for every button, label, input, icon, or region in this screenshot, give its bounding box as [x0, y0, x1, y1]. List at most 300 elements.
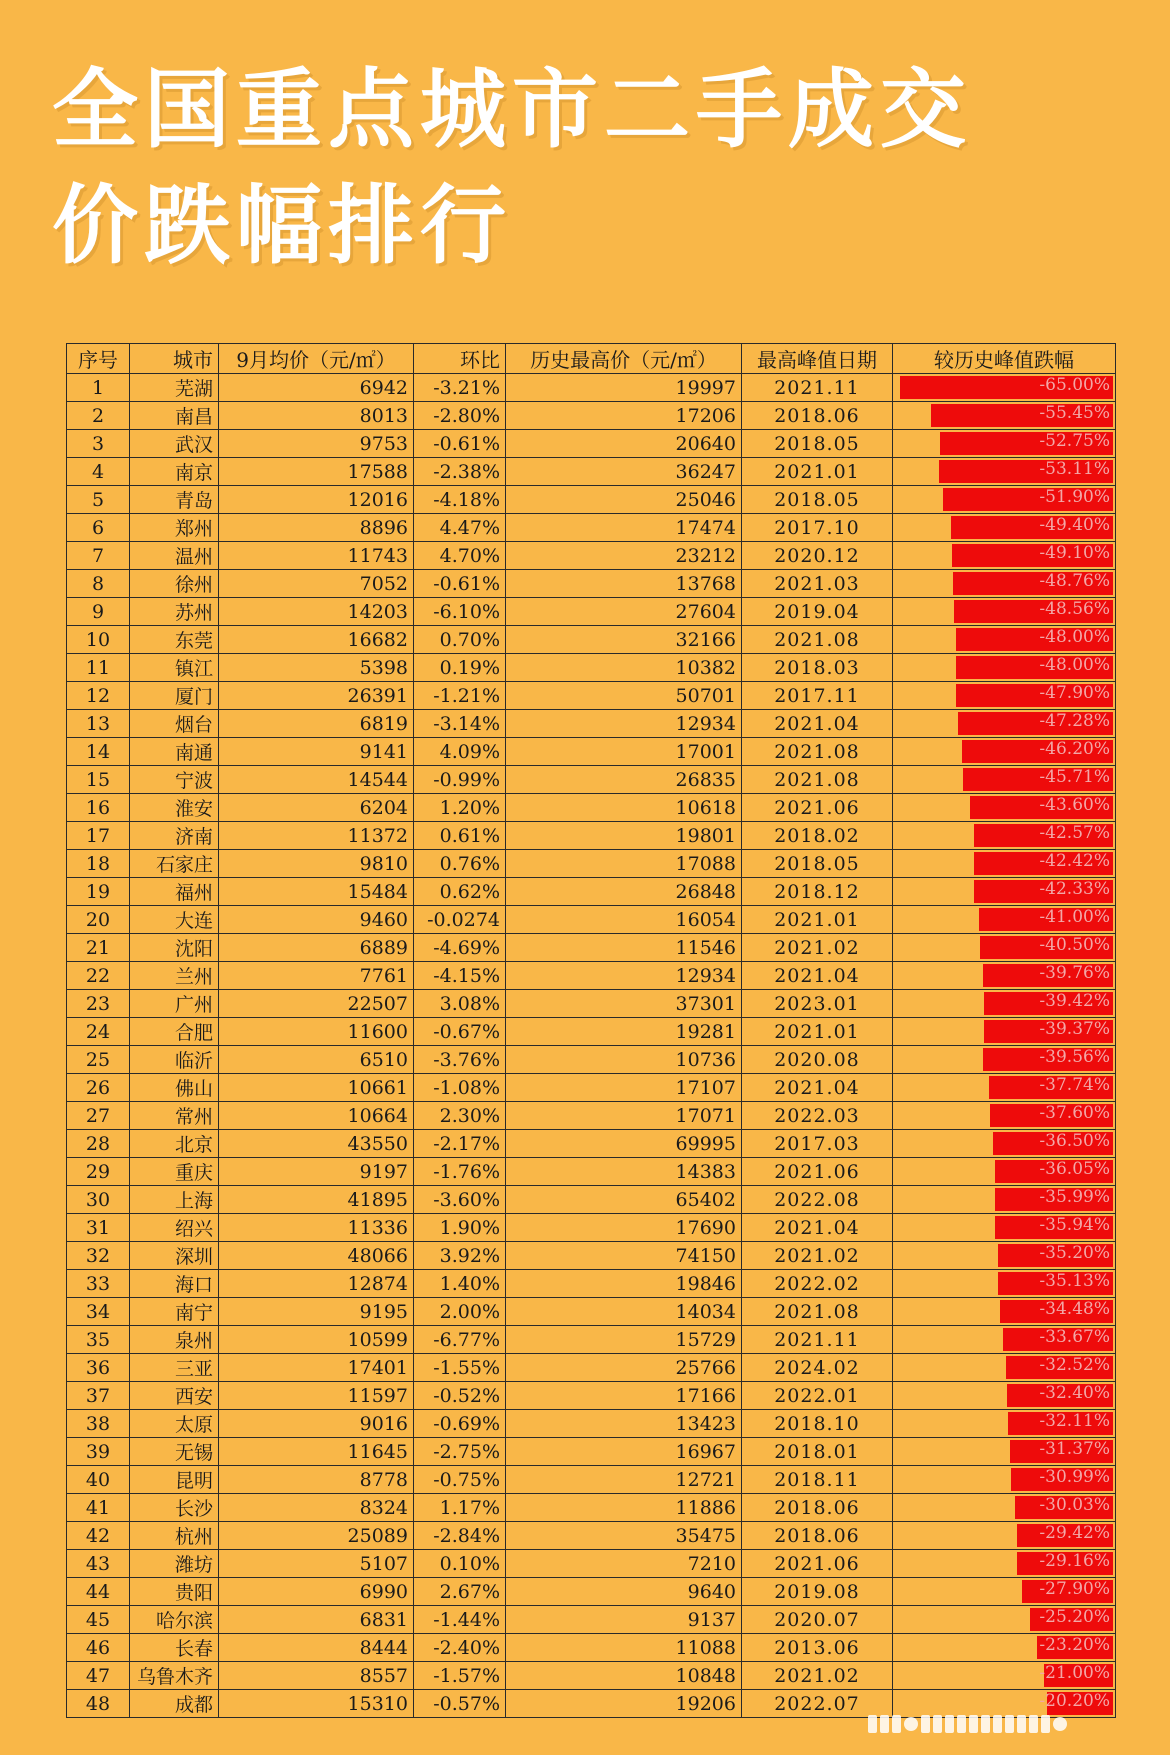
drop-label: -48.00%	[1039, 655, 1110, 675]
drop-label: -20.20%	[1039, 1691, 1110, 1711]
row-mom: -1.44%	[414, 1606, 506, 1634]
row-city: 杭州	[130, 1522, 219, 1550]
header-row	[67, 344, 1116, 374]
row-index: 10	[67, 626, 130, 654]
row-drop	[893, 710, 1116, 738]
row-drop	[893, 1298, 1116, 1326]
row-historic-high: 19281	[506, 1018, 742, 1046]
row-city: 东莞	[130, 626, 219, 654]
row-mom: -1.76%	[414, 1158, 506, 1186]
row-peak-date: 2021.02	[742, 1662, 893, 1690]
header-peak-date: 最高峰值日期	[742, 344, 893, 374]
row-avg-price: 11600	[219, 1018, 414, 1046]
row-mom: -4.69%	[414, 934, 506, 962]
row-historic-high: 16054	[506, 906, 742, 934]
row-mom: -3.21%	[414, 374, 506, 402]
row-mom: -1.21%	[414, 682, 506, 710]
row-historic-high: 11886	[506, 1494, 742, 1522]
row-index: 32	[67, 1242, 130, 1270]
row-historic-high: 11546	[506, 934, 742, 962]
row-city: 烟台	[130, 710, 219, 738]
row-historic-high: 10618	[506, 794, 742, 822]
row-peak-date: 2021.01	[742, 458, 893, 486]
row-index: 45	[67, 1606, 130, 1634]
row-peak-date: 2018.11	[742, 1466, 893, 1494]
row-peak-date: 2019.04	[742, 598, 893, 626]
row-city: 长春	[130, 1634, 219, 1662]
row-drop	[893, 1550, 1116, 1578]
row-drop	[893, 402, 1116, 430]
drop-label: -39.76%	[1039, 963, 1110, 983]
row-mom: -0.52%	[414, 1382, 506, 1410]
row-drop	[893, 1522, 1116, 1550]
drop-label: -65.00%	[1039, 375, 1110, 395]
row-avg-price: 22507	[219, 990, 414, 1018]
row-avg-price: 14544	[219, 766, 414, 794]
row-drop	[893, 1158, 1116, 1186]
row-historic-high: 9137	[506, 1606, 742, 1634]
row-drop	[893, 1662, 1116, 1690]
row-index: 35	[67, 1326, 130, 1354]
row-city: 兰州	[130, 962, 219, 990]
row-mom: -6.10%	[414, 598, 506, 626]
drop-label: -48.56%	[1039, 599, 1110, 619]
row-peak-date: 2021.11	[742, 1326, 893, 1354]
row-city: 郑州	[130, 514, 219, 542]
row-avg-price: 8444	[219, 1634, 414, 1662]
row-historic-high: 36247	[506, 458, 742, 486]
row-avg-price: 8896	[219, 514, 414, 542]
row-peak-date: 2021.01	[742, 1018, 893, 1046]
row-historic-high: 17474	[506, 514, 742, 542]
row-peak-date: 2018.06	[742, 1494, 893, 1522]
row-city: 长沙	[130, 1494, 219, 1522]
drop-label: -37.74%	[1039, 1075, 1110, 1095]
row-city: 南通	[130, 738, 219, 766]
table-row	[67, 570, 1116, 598]
row-mom: 1.17%	[414, 1494, 506, 1522]
row-mom: -2.75%	[414, 1438, 506, 1466]
row-index: 7	[67, 542, 130, 570]
row-mom: -0.0274	[414, 906, 506, 934]
table-row	[67, 486, 1116, 514]
table-row	[67, 1046, 1116, 1074]
row-peak-date: 2018.06	[742, 402, 893, 430]
table-row	[67, 850, 1116, 878]
row-peak-date: 2021.02	[742, 934, 893, 962]
row-mom: -0.69%	[414, 1410, 506, 1438]
row-city: 北京	[130, 1130, 219, 1158]
row-drop	[893, 850, 1116, 878]
row-drop	[893, 570, 1116, 598]
row-avg-price: 6819	[219, 710, 414, 738]
drop-label: -33.67%	[1039, 1327, 1110, 1347]
row-historic-high: 25046	[506, 486, 742, 514]
row-mom: 0.62%	[414, 878, 506, 906]
row-historic-high: 10736	[506, 1046, 742, 1074]
row-city: 石家庄	[130, 850, 219, 878]
row-drop	[893, 1438, 1116, 1466]
row-peak-date: 2021.06	[742, 1550, 893, 1578]
table-row	[67, 682, 1116, 710]
drop-label: -48.76%	[1039, 571, 1110, 591]
row-mom: -0.61%	[414, 430, 506, 458]
header-historic-high: 历史最高价（元/㎡）	[506, 344, 742, 374]
table-row	[67, 1662, 1116, 1690]
drop-label: -29.42%	[1039, 1523, 1110, 1543]
table-row	[67, 1438, 1116, 1466]
row-drop	[893, 934, 1116, 962]
row-avg-price: 9195	[219, 1298, 414, 1326]
row-peak-date: 2021.02	[742, 1242, 893, 1270]
row-avg-price: 17401	[219, 1354, 414, 1382]
drop-label: -55.45%	[1039, 403, 1110, 423]
row-historic-high: 19997	[506, 374, 742, 402]
row-avg-price: 6204	[219, 794, 414, 822]
row-avg-price: 9141	[219, 738, 414, 766]
table-row	[67, 1522, 1116, 1550]
row-avg-price: 6831	[219, 1606, 414, 1634]
row-index: 39	[67, 1438, 130, 1466]
page-title	[52, 52, 1122, 284]
row-drop	[893, 1074, 1116, 1102]
row-city: 徐州	[130, 570, 219, 598]
row-peak-date: 2021.04	[742, 710, 893, 738]
row-peak-date: 2018.05	[742, 486, 893, 514]
table-row	[67, 822, 1116, 850]
row-drop	[893, 1046, 1116, 1074]
row-peak-date: 2021.08	[742, 1298, 893, 1326]
row-historic-high: 32166	[506, 626, 742, 654]
row-mom: -1.08%	[414, 1074, 506, 1102]
drop-label: -36.50%	[1039, 1131, 1110, 1151]
drop-label: -21.00%	[1039, 1663, 1110, 1683]
row-city: 南昌	[130, 402, 219, 430]
row-mom: 1.90%	[414, 1214, 506, 1242]
table-row	[67, 1186, 1116, 1214]
drop-label: -53.11%	[1039, 459, 1110, 479]
row-drop	[893, 1018, 1116, 1046]
drop-label: -25.20%	[1039, 1607, 1110, 1627]
row-index: 46	[67, 1634, 130, 1662]
row-city: 南京	[130, 458, 219, 486]
row-peak-date: 2021.08	[742, 766, 893, 794]
row-city: 宁波	[130, 766, 219, 794]
row-historic-high: 19846	[506, 1270, 742, 1298]
row-avg-price: 43550	[219, 1130, 414, 1158]
row-index: 40	[67, 1466, 130, 1494]
table-row	[67, 1326, 1116, 1354]
row-drop	[893, 1102, 1116, 1130]
drop-label: -49.10%	[1039, 543, 1110, 563]
row-historic-high: 23212	[506, 542, 742, 570]
row-historic-high: 17001	[506, 738, 742, 766]
row-city: 青岛	[130, 486, 219, 514]
row-city: 镇江	[130, 654, 219, 682]
drop-label: -23.20%	[1039, 1635, 1110, 1655]
row-mom: 1.40%	[414, 1270, 506, 1298]
row-mom: 0.76%	[414, 850, 506, 878]
table-row	[67, 542, 1116, 570]
row-drop	[893, 1270, 1116, 1298]
row-peak-date: 2021.08	[742, 738, 893, 766]
row-mom: -1.57%	[414, 1662, 506, 1690]
row-index: 14	[67, 738, 130, 766]
table-row	[67, 1466, 1116, 1494]
row-historic-high: 13423	[506, 1410, 742, 1438]
drop-label: -42.42%	[1039, 851, 1110, 871]
row-mom: -4.18%	[414, 486, 506, 514]
row-city: 常州	[130, 1102, 219, 1130]
row-peak-date: 2022.07	[742, 1690, 893, 1718]
row-drop	[893, 1214, 1116, 1242]
row-city: 上海	[130, 1186, 219, 1214]
row-mom: -0.99%	[414, 766, 506, 794]
row-avg-price: 9460	[219, 906, 414, 934]
row-peak-date: 2021.04	[742, 1074, 893, 1102]
drop-label: -30.03%	[1039, 1495, 1110, 1515]
row-mom: 4.47%	[414, 514, 506, 542]
table-row	[67, 1410, 1116, 1438]
row-peak-date: 2021.06	[742, 794, 893, 822]
row-mom: 3.92%	[414, 1242, 506, 1270]
row-city: 无锡	[130, 1438, 219, 1466]
row-mom: 0.61%	[414, 822, 506, 850]
row-index: 8	[67, 570, 130, 598]
row-city: 厦门	[130, 682, 219, 710]
drop-label: -43.60%	[1039, 795, 1110, 815]
row-historic-high: 7210	[506, 1550, 742, 1578]
row-historic-high: 65402	[506, 1186, 742, 1214]
row-avg-price: 11645	[219, 1438, 414, 1466]
table-row	[67, 710, 1116, 738]
row-mom: -1.55%	[414, 1354, 506, 1382]
row-avg-price: 9016	[219, 1410, 414, 1438]
row-index: 42	[67, 1522, 130, 1550]
drop-label: -35.20%	[1039, 1243, 1110, 1263]
row-avg-price: 14203	[219, 598, 414, 626]
row-peak-date: 2018.12	[742, 878, 893, 906]
row-mom: -3.60%	[414, 1186, 506, 1214]
row-city: 太原	[130, 1410, 219, 1438]
table-row	[67, 1550, 1116, 1578]
row-drop	[893, 1690, 1116, 1718]
row-index: 1	[67, 374, 130, 402]
row-index: 3	[67, 430, 130, 458]
row-city: 昆明	[130, 1466, 219, 1494]
row-drop	[893, 1606, 1116, 1634]
row-mom: 4.70%	[414, 542, 506, 570]
row-city: 重庆	[130, 1158, 219, 1186]
drop-label: -31.37%	[1039, 1439, 1110, 1459]
row-avg-price: 26391	[219, 682, 414, 710]
row-index: 28	[67, 1130, 130, 1158]
table-row	[67, 598, 1116, 626]
row-peak-date: 2017.10	[742, 514, 893, 542]
row-avg-price: 8013	[219, 402, 414, 430]
row-historic-high: 12934	[506, 710, 742, 738]
row-index: 48	[67, 1690, 130, 1718]
row-historic-high: 20640	[506, 430, 742, 458]
table-row	[67, 934, 1116, 962]
row-drop	[893, 878, 1116, 906]
row-drop	[893, 542, 1116, 570]
row-city: 佛山	[130, 1074, 219, 1102]
row-index: 9	[67, 598, 130, 626]
row-index: 4	[67, 458, 130, 486]
row-drop	[893, 1578, 1116, 1606]
row-avg-price: 15310	[219, 1690, 414, 1718]
row-historic-high: 17166	[506, 1382, 742, 1410]
row-avg-price: 17588	[219, 458, 414, 486]
drop-label: -32.52%	[1039, 1355, 1110, 1375]
row-historic-high: 17107	[506, 1074, 742, 1102]
row-avg-price: 11336	[219, 1214, 414, 1242]
row-mom: -0.75%	[414, 1466, 506, 1494]
row-peak-date: 2021.04	[742, 1214, 893, 1242]
row-peak-date: 2019.08	[742, 1578, 893, 1606]
drop-label: -32.40%	[1039, 1383, 1110, 1403]
table-row	[67, 654, 1116, 682]
drop-label: -35.99%	[1039, 1187, 1110, 1207]
row-avg-price: 11597	[219, 1382, 414, 1410]
table-row	[67, 906, 1116, 934]
row-avg-price: 15484	[219, 878, 414, 906]
drop-label: -41.00%	[1039, 907, 1110, 927]
row-index: 2	[67, 402, 130, 430]
row-peak-date: 2022.01	[742, 1382, 893, 1410]
row-peak-date: 2018.06	[742, 1522, 893, 1550]
row-index: 23	[67, 990, 130, 1018]
row-index: 6	[67, 514, 130, 542]
row-index: 33	[67, 1270, 130, 1298]
drop-label: -45.71%	[1039, 767, 1110, 787]
row-city: 贵阳	[130, 1578, 219, 1606]
drop-label: -47.90%	[1039, 683, 1110, 703]
table-row	[67, 1214, 1116, 1242]
table-row	[67, 458, 1116, 486]
row-mom: 3.08%	[414, 990, 506, 1018]
table-row	[67, 514, 1116, 542]
row-historic-high: 17690	[506, 1214, 742, 1242]
row-peak-date: 2023.01	[742, 990, 893, 1018]
table-row	[67, 794, 1116, 822]
row-drop	[893, 514, 1116, 542]
row-avg-price: 48066	[219, 1242, 414, 1270]
row-historic-high: 14383	[506, 1158, 742, 1186]
row-peak-date: 2022.03	[742, 1102, 893, 1130]
row-peak-date: 2013.06	[742, 1634, 893, 1662]
row-index: 24	[67, 1018, 130, 1046]
row-mom: -2.17%	[414, 1130, 506, 1158]
row-mom: -4.15%	[414, 962, 506, 990]
row-index: 25	[67, 1046, 130, 1074]
row-city: 哈尔滨	[130, 1606, 219, 1634]
row-mom: -2.40%	[414, 1634, 506, 1662]
row-index: 47	[67, 1662, 130, 1690]
row-peak-date: 2022.02	[742, 1270, 893, 1298]
row-index: 44	[67, 1578, 130, 1606]
row-avg-price: 12016	[219, 486, 414, 514]
drop-label: -36.05%	[1039, 1159, 1110, 1179]
row-index: 43	[67, 1550, 130, 1578]
row-drop	[893, 374, 1116, 402]
row-index: 15	[67, 766, 130, 794]
row-avg-price: 10599	[219, 1326, 414, 1354]
row-drop	[893, 1382, 1116, 1410]
row-drop	[893, 458, 1116, 486]
row-index: 41	[67, 1494, 130, 1522]
row-index: 18	[67, 850, 130, 878]
drop-label: -51.90%	[1039, 487, 1110, 507]
row-avg-price: 5398	[219, 654, 414, 682]
table-row	[67, 766, 1116, 794]
row-peak-date: 2021.08	[742, 626, 893, 654]
drop-label: -49.40%	[1039, 515, 1110, 535]
header-city: 城市	[130, 344, 219, 374]
drop-label: -52.75%	[1039, 431, 1110, 451]
row-historic-high: 27604	[506, 598, 742, 626]
row-index: 30	[67, 1186, 130, 1214]
row-index: 19	[67, 878, 130, 906]
table-row	[67, 626, 1116, 654]
row-index: 17	[67, 822, 130, 850]
table-row	[67, 1130, 1116, 1158]
table-row	[67, 374, 1116, 402]
row-index: 11	[67, 654, 130, 682]
row-historic-high: 17206	[506, 402, 742, 430]
drop-label: -30.99%	[1039, 1467, 1110, 1487]
row-peak-date: 2017.11	[742, 682, 893, 710]
row-city: 西安	[130, 1382, 219, 1410]
row-historic-high: 15729	[506, 1326, 742, 1354]
row-historic-high: 12934	[506, 962, 742, 990]
row-city: 南宁	[130, 1298, 219, 1326]
row-historic-high: 35475	[506, 1522, 742, 1550]
row-city: 温州	[130, 542, 219, 570]
row-drop	[893, 1410, 1116, 1438]
drop-label: -27.90%	[1039, 1579, 1110, 1599]
row-avg-price: 9810	[219, 850, 414, 878]
row-historic-high: 26835	[506, 766, 742, 794]
row-peak-date: 2021.03	[742, 570, 893, 598]
table-row	[67, 1354, 1116, 1382]
drop-label: -39.37%	[1039, 1019, 1110, 1039]
table-row	[67, 962, 1116, 990]
row-mom: 0.10%	[414, 1550, 506, 1578]
title-line-1: 全国重点城市二手成交	[52, 60, 972, 160]
row-drop	[893, 598, 1116, 626]
row-index: 13	[67, 710, 130, 738]
row-city: 福州	[130, 878, 219, 906]
row-index: 20	[67, 906, 130, 934]
row-peak-date: 2021.04	[742, 962, 893, 990]
title-line-2: 价跌幅排行	[52, 176, 512, 276]
row-peak-date: 2018.02	[742, 822, 893, 850]
row-index: 22	[67, 962, 130, 990]
row-peak-date: 2021.06	[742, 1158, 893, 1186]
row-mom: -2.38%	[414, 458, 506, 486]
row-city: 泉州	[130, 1326, 219, 1354]
table-row	[67, 1494, 1116, 1522]
row-city: 广州	[130, 990, 219, 1018]
row-historic-high: 16967	[506, 1438, 742, 1466]
row-mom: 1.20%	[414, 794, 506, 822]
drop-label: -32.11%	[1039, 1411, 1110, 1431]
row-mom: -3.14%	[414, 710, 506, 738]
row-historic-high: 17088	[506, 850, 742, 878]
row-avg-price: 7761	[219, 962, 414, 990]
